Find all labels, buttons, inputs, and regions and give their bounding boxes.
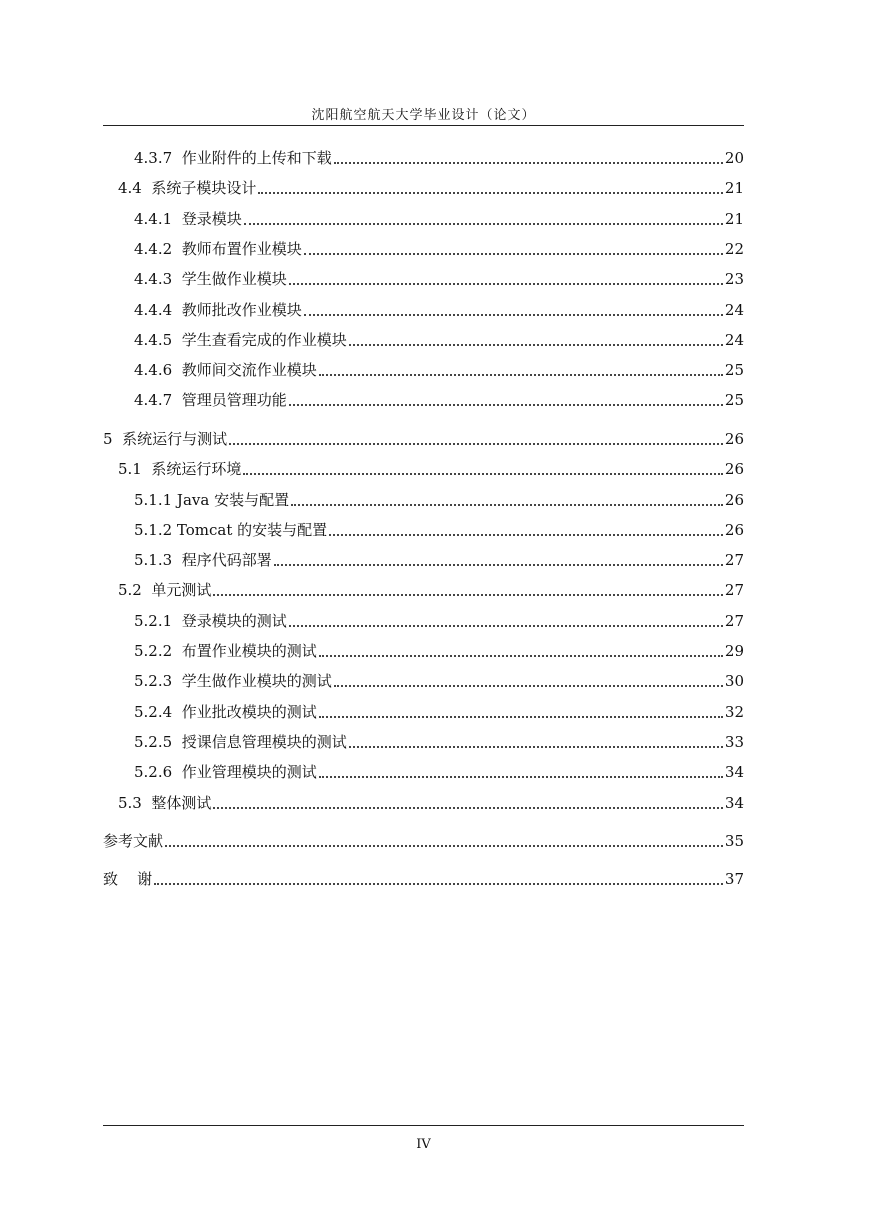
- toc-dot-leader: [154, 882, 723, 885]
- toc-entry-label: 4.4.4 教师批改作业模块: [134, 300, 302, 319]
- toc-entry-label: 4.4.6 教师间交流作业模块: [134, 361, 317, 380]
- toc-entry: [103, 203, 744, 229]
- toc-entry-label: 5.2.2 布置作业模块的测试: [134, 642, 317, 660]
- toc-entry-label: 4.3.7 作业附件的上传和下载: [134, 149, 332, 167]
- toc-dot-leader: [244, 222, 723, 225]
- toc-entry-page: 32: [724, 702, 744, 721]
- toc-dot-leader: [329, 533, 723, 536]
- toc-entry: [103, 172, 744, 198]
- toc-entry-label: 5.2.4 作业批改模块的测试: [134, 702, 317, 721]
- toc-entry-label: 致 谢: [103, 870, 153, 889]
- page-header-title: 沈阳航空航天大学毕业设计（论文）: [311, 108, 536, 123]
- toc-entry-page: 30: [724, 672, 744, 691]
- page-number: IV: [416, 1137, 431, 1152]
- toc-entry: [103, 453, 744, 479]
- toc-dot-leader: [291, 503, 723, 506]
- toc-dot-leader: [334, 161, 723, 164]
- toc-entry-page: 20: [724, 149, 744, 167]
- toc-entry: [103, 354, 744, 380]
- toc-dot-leader: [334, 684, 723, 687]
- toc-entry-page: 26: [724, 490, 744, 509]
- toc-entry-label: 5.1.3 程序代码部署: [134, 551, 272, 570]
- header-divider: [103, 125, 744, 126]
- toc-dot-leader: [229, 442, 723, 445]
- toc-dot-leader: [319, 775, 723, 778]
- toc-entry-label: 5.2 单元测试: [118, 581, 212, 600]
- toc-dot-leader: [243, 472, 723, 475]
- toc-entry-label: 4.4.2 教师布置作业模块: [134, 239, 302, 258]
- toc-entry: [103, 726, 744, 752]
- toc-entry: [103, 423, 744, 449]
- toc-entry: [103, 605, 744, 631]
- toc-entry-page: 35: [724, 831, 744, 850]
- toc-entry-label: 5.1.1 Java 安装与配置: [134, 490, 290, 509]
- toc-entry: [103, 574, 744, 600]
- toc-entry-label: 5 系统运行与测试: [103, 429, 228, 448]
- toc-entry-label: 5.2.1 登录模块的测试: [134, 611, 287, 630]
- toc-dot-leader: [213, 806, 723, 809]
- toc-entry-label: 4.4.1 登录模块: [134, 209, 242, 228]
- toc-entry-page: 37: [724, 870, 744, 889]
- toc-dot-leader: [165, 844, 723, 847]
- toc-entry: [103, 696, 744, 722]
- toc-entry-label: 5.2.5 授课信息管理模块的测试: [134, 732, 347, 751]
- toc-dot-leader: [289, 624, 723, 627]
- toc-entry-page: 34: [724, 793, 744, 812]
- toc-dot-leader: [289, 282, 723, 285]
- toc-dot-leader: [319, 715, 723, 718]
- toc-entry: [103, 324, 744, 350]
- toc-entry-label: 5.3 整体测试: [118, 793, 212, 812]
- toc-dot-leader: [349, 745, 723, 748]
- toc-entry-label: 5.2.3 学生做作业模块的测试: [134, 672, 332, 691]
- toc-dot-leader: [258, 191, 723, 194]
- footer-divider: [103, 1125, 744, 1126]
- toc-entry: [103, 863, 744, 889]
- toc-entry-page: 23: [724, 270, 744, 289]
- toc-entry-label: 4.4.5 学生查看完成的作业模块: [134, 330, 347, 349]
- toc-dot-leader: [274, 563, 723, 566]
- toc-entry-page: 29: [724, 642, 744, 660]
- toc-entry-label: 参考文献: [103, 831, 164, 850]
- toc-entry: [103, 263, 744, 289]
- toc-dot-leader: [319, 373, 723, 376]
- toc-dot-leader: [319, 654, 723, 657]
- toc-dot-leader: [304, 252, 723, 255]
- toc-entry-page: 26: [724, 520, 744, 539]
- toc-entry-page: 27: [724, 611, 744, 630]
- toc-entry-page: 22: [724, 239, 744, 258]
- toc-entry: [103, 665, 744, 691]
- toc-entry-page: 26: [724, 460, 744, 479]
- toc-dot-leader: [304, 313, 723, 316]
- toc-entry: [103, 544, 744, 570]
- toc-dot-leader: [349, 343, 723, 346]
- toc-dot-leader: [289, 403, 723, 406]
- toc-entry-page: 24: [724, 330, 744, 349]
- toc-entry-page: 25: [724, 391, 744, 410]
- toc-entry-page: 21: [724, 179, 744, 198]
- toc-entry: [103, 756, 744, 782]
- toc-entry-label: 4.4 系统子模块设计: [118, 179, 257, 198]
- toc-dot-leader: [213, 593, 723, 596]
- toc-entry-page: 25: [724, 361, 744, 380]
- toc-entry-page: 27: [724, 551, 744, 570]
- toc-entry-page: 27: [724, 581, 744, 600]
- toc-entry-page: 24: [724, 300, 744, 319]
- toc-entry: [103, 294, 744, 320]
- toc-entry: [103, 825, 744, 851]
- toc-entry-page: 21: [724, 209, 744, 228]
- toc-entry-label: 5.2.6 作业管理模块的测试: [134, 763, 317, 782]
- toc-entry-label: 5.1.2 Tomcat 的安装与配置: [134, 520, 328, 539]
- toc-entry: [103, 484, 744, 510]
- toc-entry: [103, 142, 744, 168]
- toc-entry-label: 4.4.7 管理员管理功能: [134, 391, 287, 410]
- toc-entry: [103, 635, 744, 661]
- toc-entry: [103, 514, 744, 540]
- toc-entry-page: 26: [724, 429, 744, 448]
- toc-entry-label: 4.4.3 学生做作业模块: [134, 270, 287, 289]
- toc-entry-label: 5.1 系统运行环境: [118, 460, 242, 479]
- toc-entry: [103, 233, 744, 259]
- toc-entry: [103, 384, 744, 410]
- toc-entry: [103, 787, 744, 813]
- toc-entry-page: 34: [724, 763, 744, 782]
- toc-entry-page: 33: [724, 732, 744, 751]
